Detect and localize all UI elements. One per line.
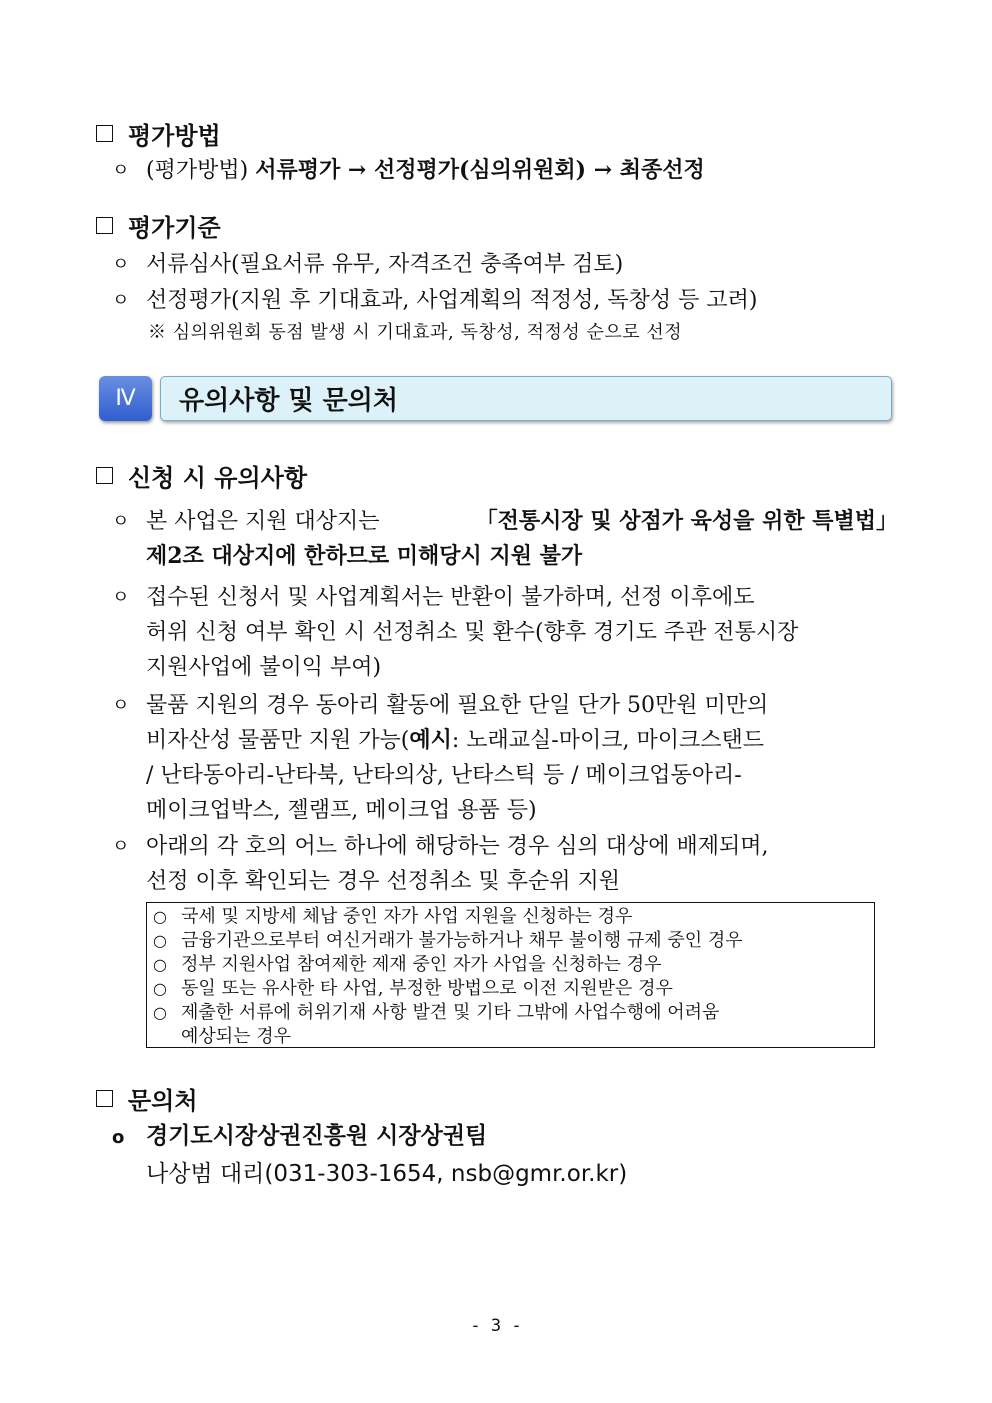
exclusion-row: ○ 제출한 서류에 허위기재 사항 발견 및 기타 그밖에 사업수행에 어려움 — [153, 1002, 720, 1023]
contact-person: 나상범 대리(031-303-1654, nsb@gmr.or.kr) — [146, 1161, 628, 1187]
circle-bullet-icon: ○ — [153, 907, 167, 926]
page-number: - 3 - — [470, 1316, 522, 1336]
contact-org: o 경기도시장상권진흥원 시장상권팀 — [112, 1117, 487, 1157]
circle-bullet-icon: ㅇ — [112, 587, 130, 608]
eval-method-item — [112, 153, 902, 188]
notice-item-1: ㅇ 본 사업은 지원 대상지는 「전통시장 및 상점가 육성을 위한 특별법」 제2조 대상지에 한하므로 미해당시 지원 불가 — [112, 504, 902, 574]
exclusion-row: ○ 국세 및 지방세 체납 중인 자가 사업 지원을 신청하는 경우 — [153, 906, 633, 927]
square-bullet-icon — [96, 217, 113, 234]
section-title-bar: 유의사항 및 문의처 — [160, 376, 892, 421]
square-bullet-icon — [96, 467, 113, 484]
exclusion-row-continuation: 예상되는 경우 — [181, 1026, 292, 1047]
exclusion-row: ○ 정부 지원사업 참여제한 제재 중인 자가 사업을 신청하는 경우 — [153, 954, 662, 975]
notice-item-4: ㅇ 아래의 각 호의 어느 하나에 해당하는 경우 심의 대상에 배제되며, 선정 이후 확인되는 경우 선정취소 및 후순위 지원 — [112, 829, 902, 899]
section-heading-eval-method: 평가방법 — [96, 116, 221, 151]
section-number-badge: Ⅳ — [99, 376, 152, 421]
circle-bullet-icon: ㅇ — [112, 160, 130, 181]
notice-item-3: ㅇ 물품 지원의 경우 동아리 활동에 필요한 단일 단가 50만원 미만의 비자산성 물품만 지원 가능(예시: 노래교실-마이크, 마이크스탠드 / 난타동아리-난타북, 난타의상, 난타스틱 등 / 메이크업동아리- 메이크업박스, 젤램프, 메이크업 용품 등) — [112, 688, 902, 828]
eval-method-text: (평가방법) 서류평가 → 선정평가(심의위원회) → 최종선정 — [146, 157, 705, 183]
circle-bullet-icon: ㅇ — [112, 290, 130, 311]
criteria-item: ㅇ 서류심사(필요서류 유무, 자격조건 충족여부 검토) — [112, 247, 902, 282]
square-bullet-icon — [96, 1090, 113, 1107]
square-bullet-icon — [96, 125, 113, 142]
criteria-item: ㅇ 선정평가(지원 후 기대효과, 사업계획의 적정성, 독창성 등 고려) — [112, 283, 902, 318]
section-heading-contact: 문의처 — [96, 1081, 198, 1116]
circle-bullet-icon: ○ — [153, 931, 167, 950]
circle-bullet-icon: ○ — [153, 1003, 167, 1022]
circle-bullet-icon: ○ — [153, 979, 167, 998]
section-heading-eval-criteria: 평가기준 — [96, 208, 221, 243]
circle-bullet-icon: ㅇ — [112, 511, 130, 532]
circle-bullet-icon: ㅇ — [112, 836, 130, 857]
notice-item-3-line-2: 비자산성 물품만 지원 가능(예시: 노래교실-마이크, 마이크스탠드 — [146, 727, 764, 753]
exclusion-row: ○ 동일 또는 유사한 타 사업, 부정한 방법으로 이전 지원받은 경우 — [153, 978, 673, 999]
circle-bullet-icon: ○ — [153, 955, 167, 974]
circle-bullet-icon: ㅇ — [112, 695, 130, 716]
exclusion-criteria-box — [146, 902, 875, 1048]
notice-item-2: ㅇ 접수된 신청서 및 사업계획서는 반환이 불가하며, 선정 이후에도 허위 신청 여부 확인 시 선정취소 및 환수(향후 경기도 주관 전통시장 지원사업에 불이익 부여) — [112, 580, 902, 685]
criteria-note: ※ 심의위원회 동점 발생 시 기대효과, 독창성, 적정성 순으로 선정 — [148, 322, 683, 343]
circle-bullet-icon: o — [112, 1127, 125, 1148]
circle-bullet-icon: ㅇ — [112, 254, 130, 275]
section-heading-notices: 신청 시 유의사항 — [96, 458, 307, 493]
exclusion-row: ○ 금융기관으로부터 여신거래가 불가능하거나 채무 불이행 규제 중인 경우 — [153, 930, 743, 951]
